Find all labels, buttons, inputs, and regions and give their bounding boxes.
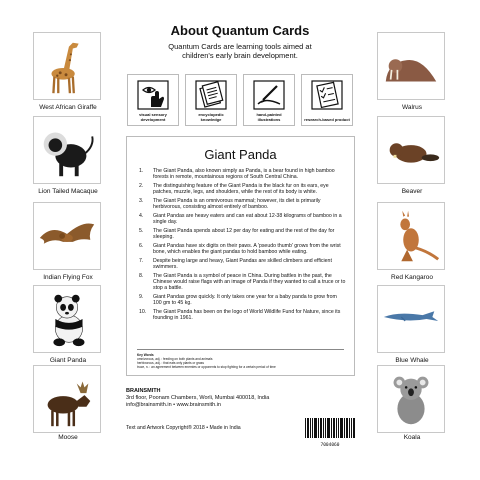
paintbrush-icon [253,80,285,110]
card-label: Indian Flying Fox [43,274,93,281]
key-word: truce, n. : an agreement between enemies or opponents to stop fighting for a certain period of time [137,365,276,369]
panda-icon [34,286,100,352]
beaver-icon [378,117,444,183]
key-word: omnivorous, adj. : feeding on both plants and animals [137,357,213,361]
key-words-title: Key Words [137,353,154,357]
card-blue-whale[interactable] [377,285,445,353]
feature-label: encyclopedic knowledge [198,112,224,122]
list-item: 3. The Giant Panda is an omnivorous mammal; however, its diet is primarily herbivorous, consisting almost entirely of bamboo. [139,198,321,211]
card-label: Beaver [401,188,423,195]
list-item: 6. Giant Pandas have six digits on their paws. A 'pseudo thumb' grows from the wrist bone, which enables the giant pandas to hold bamboo while eating. [139,243,341,256]
books-icon [195,80,227,110]
publisher-name: BRAINSMITH [126,388,161,394]
card-koala[interactable] [377,365,445,433]
card-label: Walrus [402,104,422,111]
barcode [305,418,355,448]
list-item: 9. Giant Pandas grow quickly. It only takes one year for a baby panda to grow from 100 gm to 45 kg. [139,294,337,307]
giraffe-icon [34,33,100,99]
card-lion-tailed-macaque[interactable] [33,116,101,184]
key-word: herbivorous, adj. : that eats only plants or grass [137,361,204,365]
macaque-icon [34,117,100,183]
card-giant-panda[interactable] [33,285,101,353]
card-moose[interactable] [33,365,101,433]
feature-label: visual sensory development [139,112,167,122]
feature-label: research-based product [304,116,350,122]
card-beaver[interactable] [377,116,445,184]
feature-label: hand-painted illustrations [256,112,282,122]
publisher-contact: info@brainsmith.in • www.brainsmith.in [126,402,221,409]
barcode-icon [305,418,355,438]
feature-visual-sensory [127,74,179,126]
list-item: 2. The distinguishing feature of the Giant Panda is the black fur on its ears, eye patches, muzzle, legs, and shoulders, while the rest of its body is white. [139,183,329,196]
card-label: West African Giraffe [39,104,97,111]
publisher-info [126,388,269,410]
list-item: 5. The Giant Panda spends about 12 per day for eating and the rest of the day for sleeping. [139,228,335,241]
card-west-african-giraffe[interactable] [33,32,101,100]
feature-research-based [301,74,353,126]
feature-hand-painted [243,74,295,126]
list-item: 4. Giant Pandas are heavy eaters and can eat about 12-38 kilograms of bamboo in a single day. [139,213,342,226]
list-item: 10. The Giant Panda has been on the logo of World Wildlife Fund for Nature, since its founding in 1961. [139,309,341,322]
article-heading: Giant Panda [204,147,277,162]
card-label: Koala [403,434,421,441]
page-subtitle: Quantum Cards are learning tools aimed at children's early brain development. [168,42,312,60]
card-label: Red Kangaroo [391,274,433,281]
barcode-number: 7004060 [320,443,340,448]
card-red-kangaroo[interactable] [377,202,445,270]
koala-icon [378,366,444,432]
flying-fox-icon [34,203,100,269]
eye-hand-icon [137,80,169,110]
publisher-address: 3rd floor, Poonam Chambers, Worli, Mumbai 400018, India [126,395,270,402]
key-words [137,349,344,369]
card-label: Moose [58,434,78,441]
list-item: 8. The Giant Panda is a symbol of peace in China. During battles in the past, the Chinese would raise flags with an image of Panda if they wanted to call a truce or to stop a battle. [139,273,346,292]
moose-icon [34,366,100,432]
card-label: Giant Panda [49,357,87,364]
info-panel [126,136,355,376]
copyright-note: Text and Artwork Copyright® 2018 • Made in India [126,425,241,431]
page-title: About Quantum Cards [170,23,310,38]
list-item: 1. The Giant Panda, also known simply as Panda, is a bear found in high bamboo forests in remote, mountainous regions of South Central China. [139,168,335,181]
card-label: Lion Tailed Macaque [38,188,98,195]
whale-icon [378,286,444,352]
card-indian-flying-fox[interactable] [33,202,101,270]
card-label: Blue Whale [395,357,429,364]
checklist-icon [311,80,343,110]
fact-list [135,168,346,324]
card-walrus[interactable] [377,32,445,100]
feature-encyclopedic [185,74,237,126]
list-item: 7. Despite being large and heavy, Giant Pandas are skilled climbers and efficient swimmers. [139,258,332,271]
kangaroo-icon [378,203,444,269]
walrus-icon [378,33,444,99]
